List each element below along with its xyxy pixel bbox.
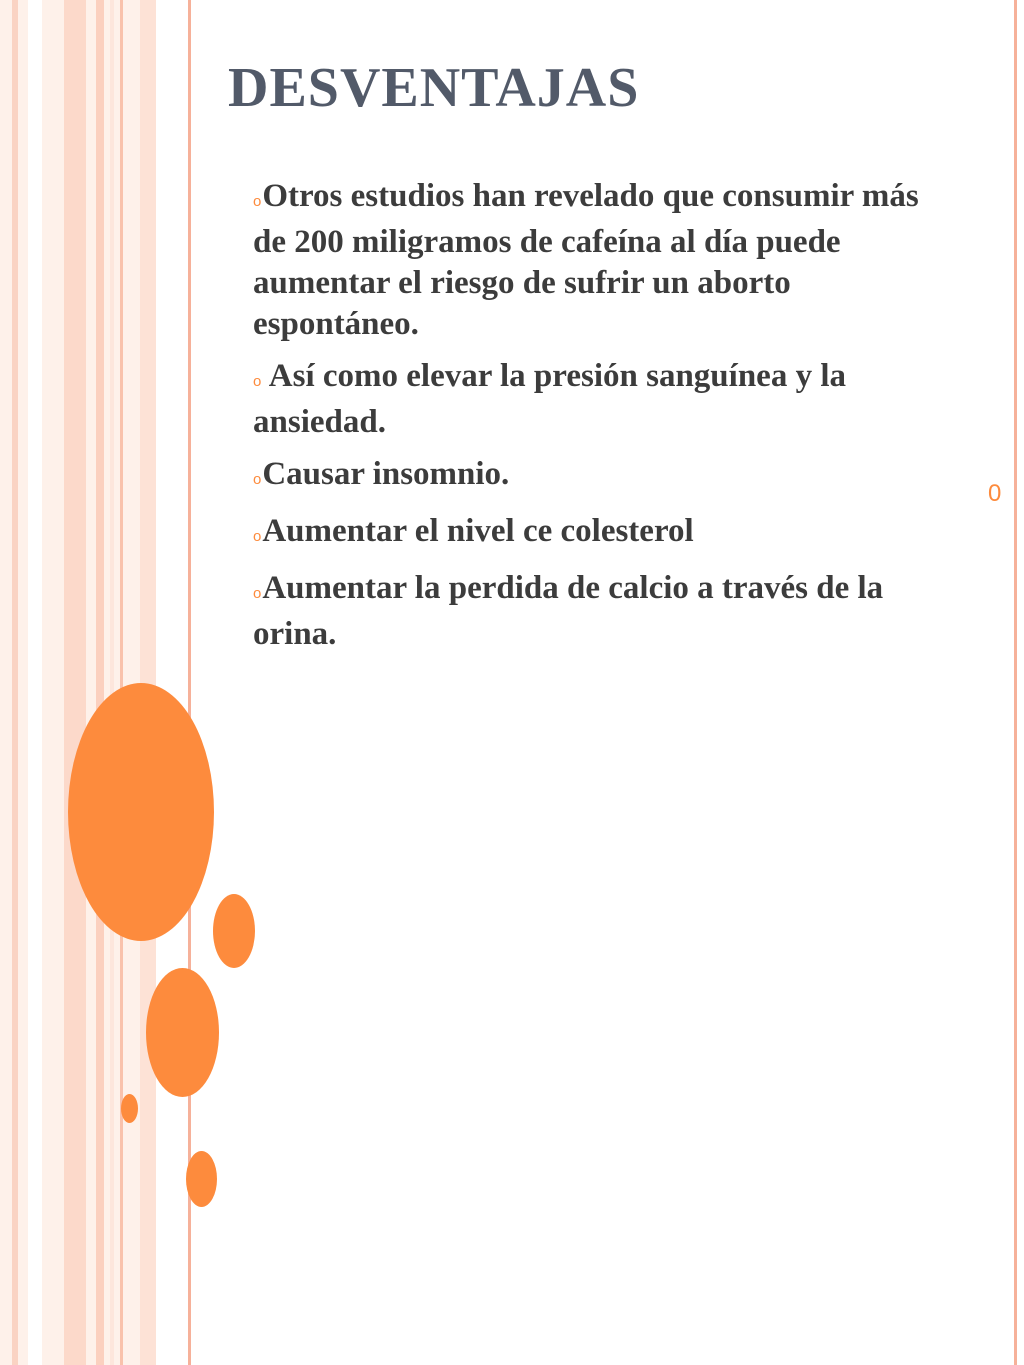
decorative-stripe bbox=[96, 0, 104, 1365]
decorative-stripe bbox=[120, 0, 123, 1365]
bullet-marker-icon: o bbox=[253, 528, 262, 545]
bullet-text: Otros estudios han revelado que consumir más de 200 miligramos de cafeína al día puede aumentar el riesgo de sufrir un aborto espontáneo. bbox=[253, 178, 919, 342]
slide-number: 0 bbox=[988, 480, 1002, 507]
bullet-item bbox=[253, 176, 953, 345]
bullet-item bbox=[253, 454, 953, 500]
bullet-text: Así como elevar la presión sanguínea y la ansiedad. bbox=[253, 358, 846, 440]
bullet-marker-icon: o bbox=[253, 585, 262, 602]
bullet-marker-icon: o bbox=[253, 471, 262, 488]
bullet-item bbox=[253, 568, 953, 655]
decorative-circle-large bbox=[68, 683, 214, 941]
bullet-text: Aumentar el nivel ce colesterol bbox=[262, 513, 694, 549]
slide-title: DESVENTAJAS bbox=[228, 57, 640, 119]
decorative-stripe bbox=[1014, 0, 1017, 1365]
decorative-circle-small bbox=[121, 1094, 138, 1123]
bullet-item bbox=[253, 356, 953, 443]
bullet-marker-icon: o bbox=[253, 373, 262, 390]
decorative-stripe bbox=[12, 0, 18, 1365]
decorative-circle bbox=[186, 1151, 217, 1207]
bullet-marker-icon: o bbox=[253, 193, 262, 210]
bullet-text: Causar insomnio. bbox=[262, 456, 510, 492]
bullet-item bbox=[253, 511, 953, 557]
decorative-circle bbox=[146, 968, 219, 1097]
bullet-list bbox=[253, 176, 953, 666]
bullet-text: Aumentar la perdida de calcio a través de la orina. bbox=[253, 570, 884, 652]
decorative-circle bbox=[213, 894, 255, 968]
decorative-stripe bbox=[110, 0, 114, 1365]
decorative-stripe bbox=[64, 0, 86, 1365]
decorative-stripe bbox=[28, 0, 42, 1365]
